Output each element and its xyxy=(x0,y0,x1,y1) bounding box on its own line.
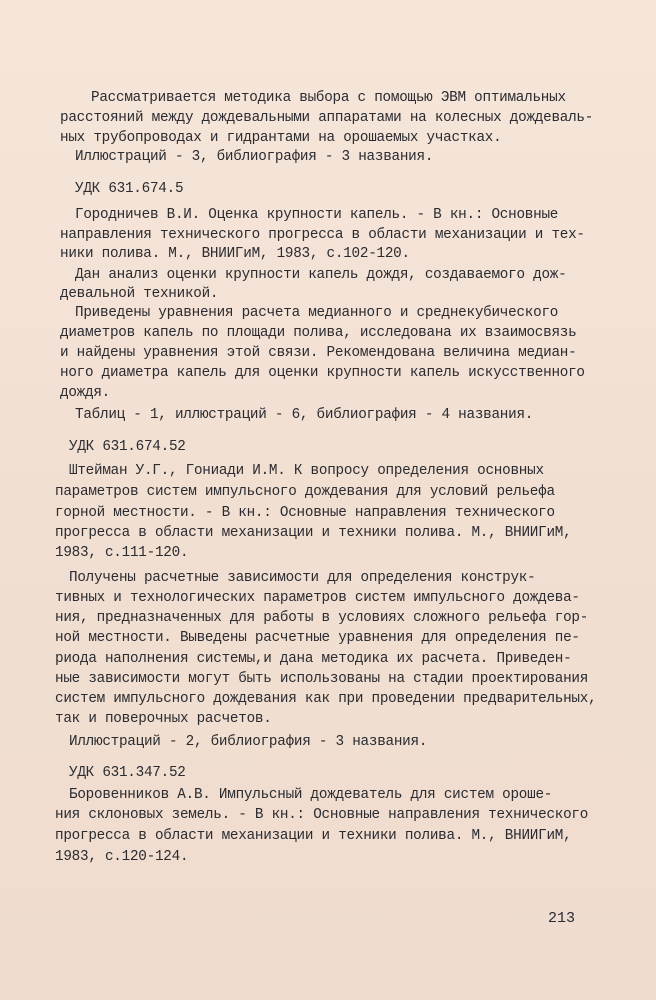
text-line: Иллюстраций - 2, библиография - 3 названия. xyxy=(69,734,428,750)
text-line: диаметров капель по площади полива, исследована их взаимосвязь xyxy=(60,325,577,341)
text-line: расстояний между дождевальными аппаратами на колесных дождеваль- xyxy=(60,110,594,126)
text-line: ной местности. Выведены расчетные уравнения для определения пе- xyxy=(55,630,580,646)
text-line: прогресса в области механизации и техники полива. М., ВНИИГиМ, xyxy=(55,525,572,541)
text-line: Городничев В.И. Оценка крупности капель. - В кн.: Основные xyxy=(75,207,559,223)
text-line: Боровенников А.В. Импульсный дождеватель для систем ороше- xyxy=(69,787,553,803)
text-line: тивных и технологических параметров систем импульсного дождева- xyxy=(55,590,580,606)
text-line: 1983, с.120-124. xyxy=(55,849,189,865)
text-line: ния, предназначенных для работы в условиях сложного рельефа гор- xyxy=(55,610,589,626)
text-line: риода наполнения системы,и дана методика их расчета. Приведен- xyxy=(55,651,572,667)
text-line: ники полива. М., ВНИИГиМ, 1983, с.102-120. xyxy=(60,246,410,262)
text-line: систем импульсного дождевания как при проведении предварительных, xyxy=(55,691,597,707)
text-line: дождя. xyxy=(60,385,110,401)
udk-heading: УДК 631.674.52 xyxy=(69,439,186,455)
text-line: ного диаметра капель для оценки крупности капель искусственного xyxy=(60,365,585,381)
text-line: так и поверочных расчетов. xyxy=(55,711,272,727)
udk-heading: УДК 631.347.52 xyxy=(69,765,186,781)
text-line: направления технического прогресса в области механизации и тех- xyxy=(60,227,585,243)
text-line: Получены расчетные зависимости для определения конструк- xyxy=(69,570,536,586)
text-line: Штейман У.Г., Гониади И.М. К вопросу определения основных xyxy=(69,463,544,479)
text-line: 1983, с.111-120. xyxy=(55,545,189,561)
text-line: горной местности. - В кн.: Основные направления технического xyxy=(55,505,555,521)
text-line: Приведены уравнения расчета медианного и среднекубического xyxy=(75,305,559,321)
text-line: Иллюстраций - 3, библиография - 3 названия. xyxy=(75,149,434,165)
text-line: ных трубопроводах и гидрантами на орошаемых участках. xyxy=(60,130,502,146)
page-number: 213 xyxy=(548,910,576,927)
text-line: ные зависимости могут быть использованы на стадии проектирования xyxy=(55,671,589,687)
text-line: параметров систем импульсного дождевания для условий рельефа xyxy=(55,484,555,500)
text-line: девальной техникой. xyxy=(60,286,219,302)
text-line: Таблиц - 1, иллюстраций - 6, библиография - 4 названия. xyxy=(75,407,534,423)
text-line: и найдены уравнения этой связи. Рекомендована величина медиан- xyxy=(60,345,577,361)
text-line: ния склоновых земель. - В кн.: Основные направления технического xyxy=(55,807,589,823)
text-line: Рассматривается методика выбора с помощью ЭВМ оптимальных xyxy=(91,90,566,106)
text-line: прогресса в области механизации и техники полива. М., ВНИИГиМ, xyxy=(55,828,572,844)
text-line: Дан анализ оценки крупности капель дождя, создаваемого дож- xyxy=(75,267,567,283)
udk-heading: УДК 631.674.5 xyxy=(75,181,184,197)
